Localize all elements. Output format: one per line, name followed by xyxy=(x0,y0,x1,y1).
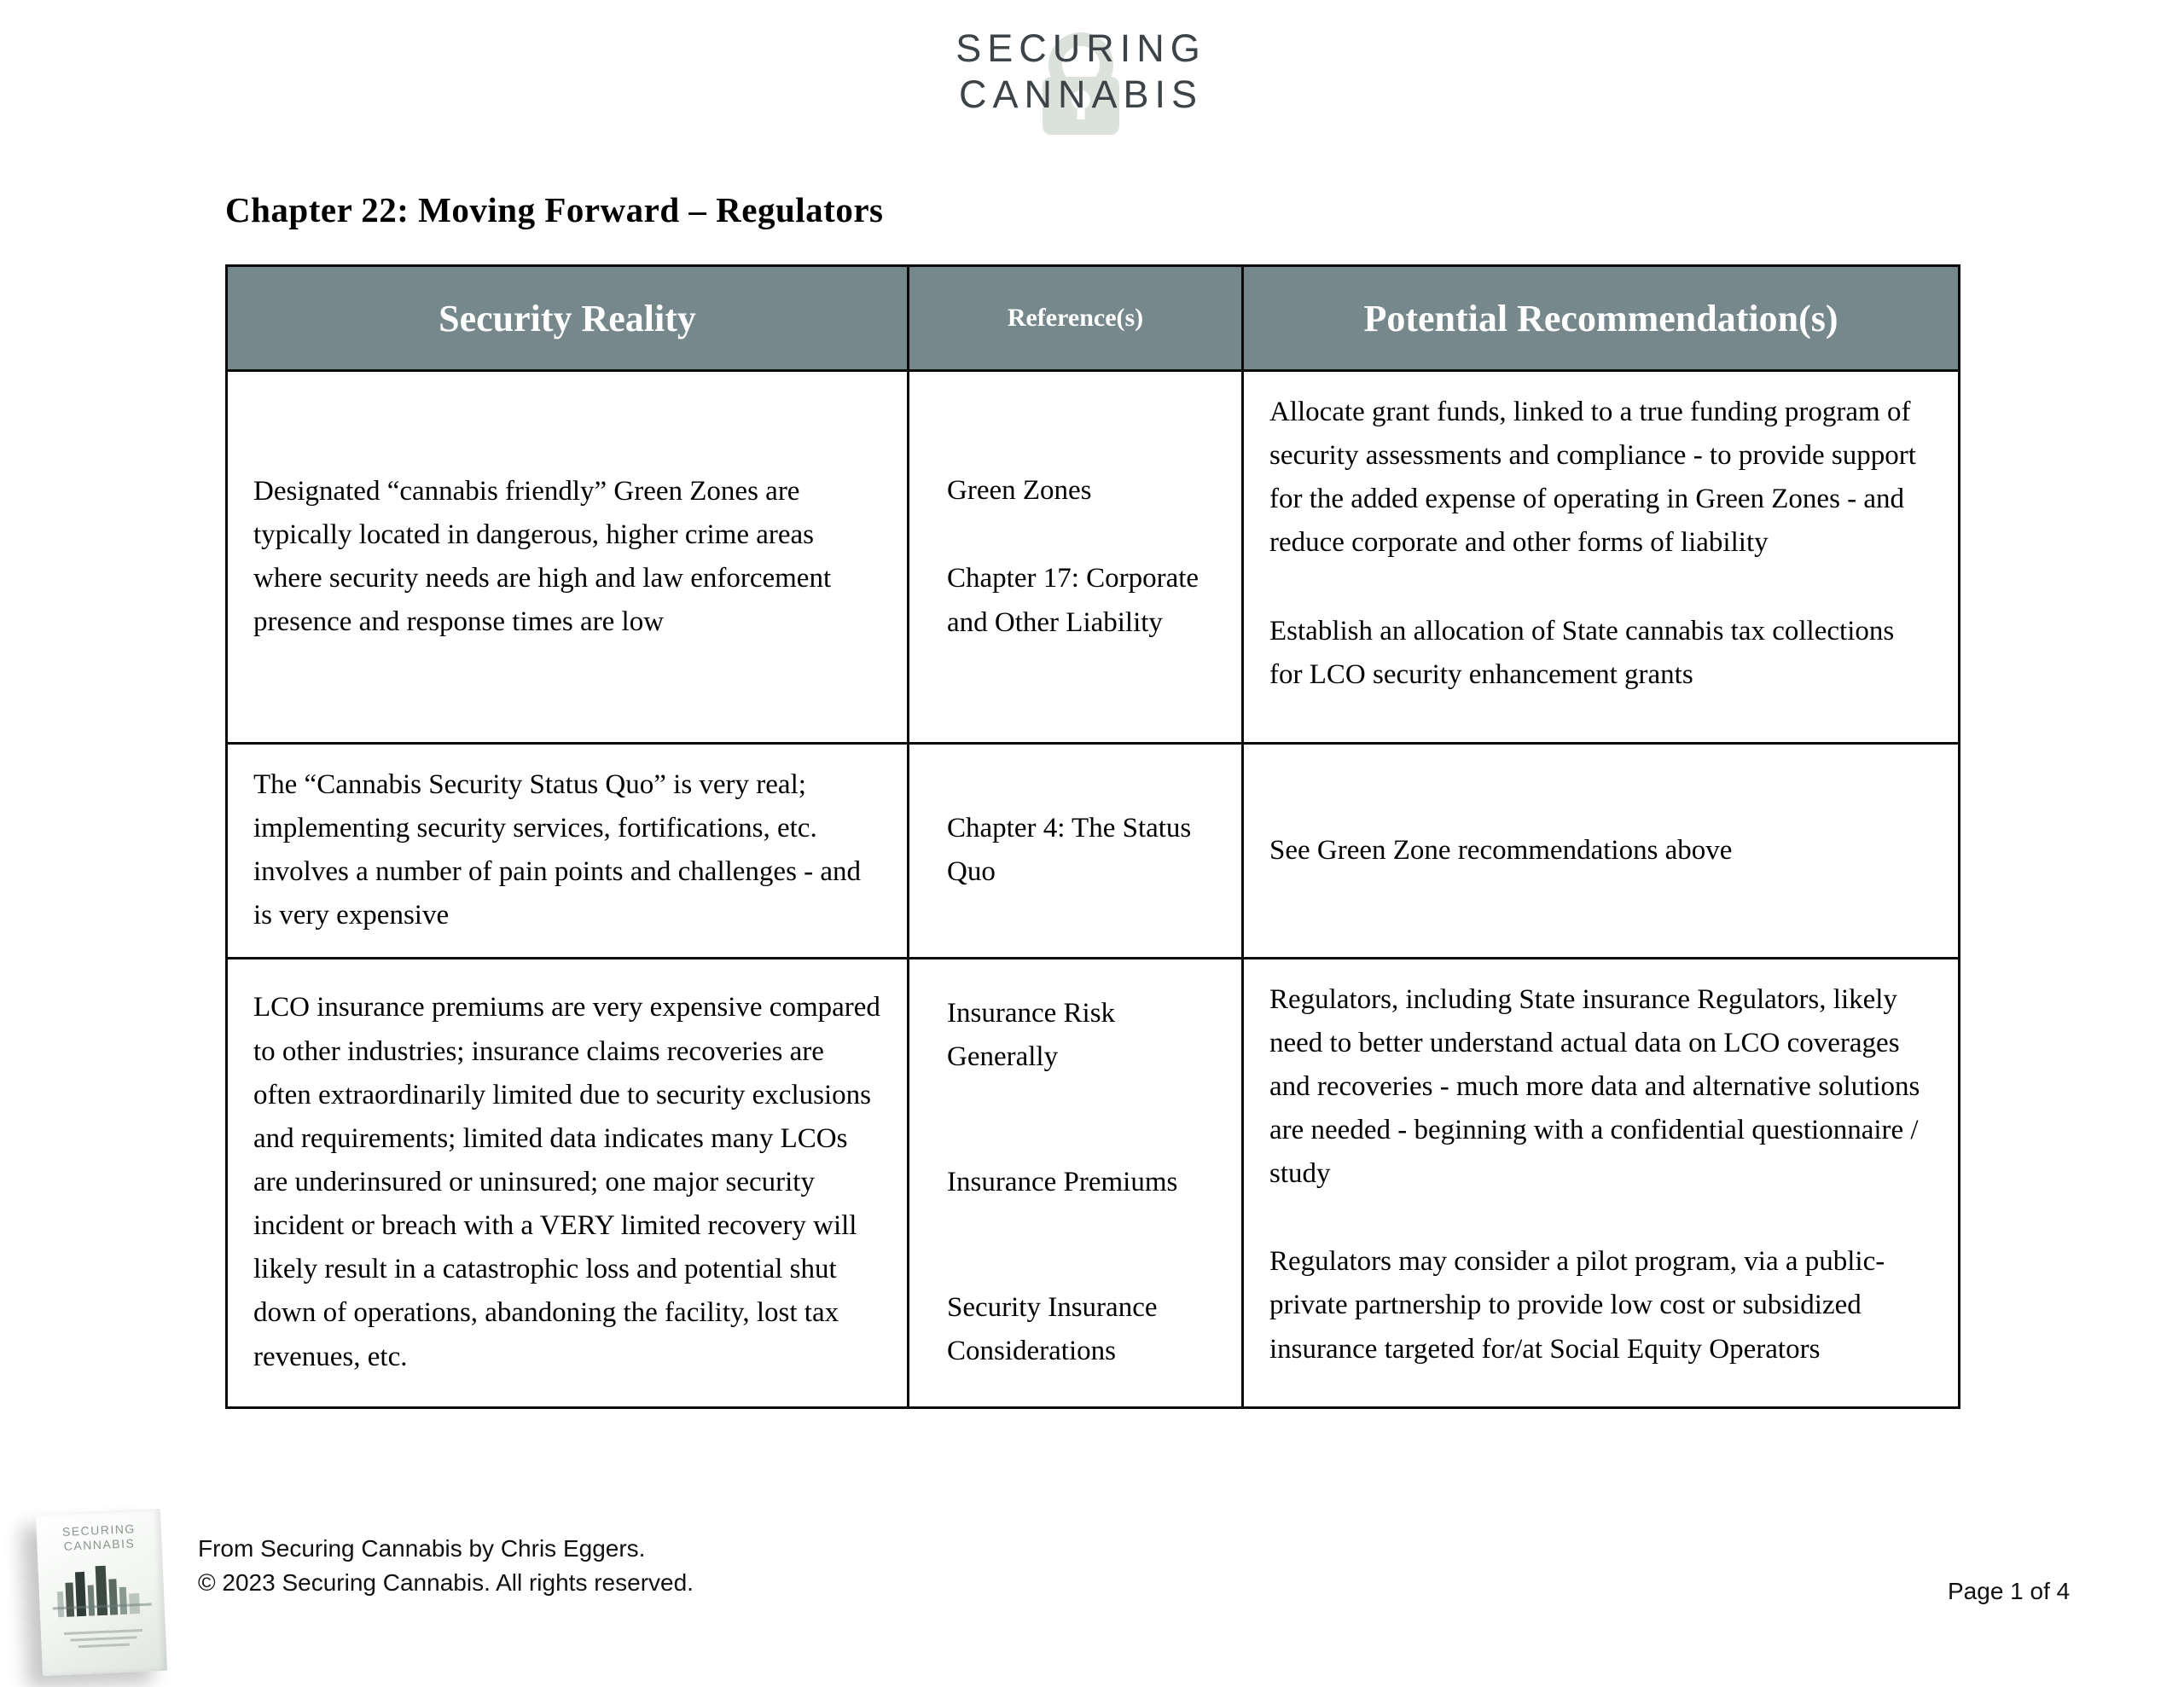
cell-paragraph: Insurance Premiums xyxy=(947,1166,1178,1197)
cell-row2-recommendations xyxy=(1243,744,1960,959)
logo-wordmark xyxy=(953,14,1209,118)
cell-paragraph: Chapter 4: The Status Quo xyxy=(947,813,1192,888)
col-header-potential-recommendations: Potential Recommendation(s) xyxy=(1243,266,1960,371)
table-header-row xyxy=(227,266,1960,371)
securing-cannabis-logo xyxy=(953,14,1209,143)
cell-row3-security-reality xyxy=(227,958,909,1407)
cell-paragraph: Chapter 17: Corporate and Other Liability xyxy=(947,563,1199,638)
cell-row1-security-reality xyxy=(227,371,909,744)
attribution-line-1: From Securing Cannabis by Chris Eggers. xyxy=(198,1535,646,1562)
cell-paragraph: Insurance Risk Generally xyxy=(947,997,1116,1072)
cell-paragraph: Security Insurance Considerations xyxy=(947,1292,1158,1367)
table-row xyxy=(227,958,1960,1407)
book-cover-skyline-art xyxy=(49,1558,154,1624)
cell-row1-references xyxy=(909,371,1243,744)
table-row xyxy=(227,744,1960,959)
page-indicator: Page 1 of 4 xyxy=(1948,1578,2071,1604)
col-header-references: Reference(s) xyxy=(909,266,1243,371)
cell-paragraph: Regulators may consider a pilot program, via a public-private partnership to provide low cost or subsidized insurance targeted for/at Social Equity Operators xyxy=(1269,1246,1885,1365)
cell-paragraph: The “Cannabis Security Status Quo” is very real; implementing security services, fortifications, etc. involves a number of pain points and challenges - and is very expensive xyxy=(253,769,862,931)
attribution xyxy=(198,1532,694,1600)
cell-row2-security-reality xyxy=(227,744,909,959)
cell-paragraph: Green Zones xyxy=(947,475,1092,507)
cell-paragraph: See Green Zone recommendations above xyxy=(1269,834,1733,866)
page-title: Chapter 22: Moving Forward – Regulators xyxy=(225,190,884,229)
cell-row3-references xyxy=(909,958,1243,1407)
attribution-line-2: © 2023 Securing Cannabis. All rights reserved. xyxy=(198,1569,694,1596)
logo-line-1: SECURING xyxy=(956,26,1206,70)
cell-paragraph: Establish an allocation of State cannabis tax collections for LCO security enhancement grants xyxy=(1269,615,1895,690)
cell-row1-recommendations xyxy=(1243,371,1960,744)
col-header-security-reality: Security Reality xyxy=(227,266,909,371)
cell-row3-recommendations xyxy=(1243,958,1960,1407)
book-cover-subtext-lines xyxy=(41,1624,166,1654)
book-cover-title: SECURING CANNABIS xyxy=(61,1522,136,1553)
cell-paragraph: Allocate grant funds, linked to a true funding program of security assessments and compliance - to provide support for the added expense of operating in Green Zones - and reduce corporate and other forms of liability xyxy=(1269,397,1916,559)
cell-paragraph: LCO insurance premiums are very expensive compared to other industries; insurance claims recoveries are often extraordinarily limited due to security exclusions and requirements; limited data indicates many LCOs are underinsured or uninsured; one major security incident or breach with a VERY limited recovery will likely result in a catastrophic loss and potential shut down of operations, abandoning the facility, lost tax revenues, etc. xyxy=(253,992,880,1372)
cell-paragraph: Designated “cannabis friendly” Green Zones are typically located in dangerous, higher crime areas where security needs are high and law enforcement presence and response times are low xyxy=(253,475,832,638)
table-row xyxy=(227,371,1960,744)
logo-line-2: CANNABIS xyxy=(958,72,1204,116)
cell-paragraph: Regulators, including State insurance Regulators, likely need to better understand actual data on LCO coverages and recoveries - much more data and alternative solutions are needed - beginning with a confidential questionnaire / study xyxy=(1269,983,1920,1190)
recommendations-table xyxy=(225,264,1960,1409)
book-cover-thumbnail xyxy=(36,1509,167,1676)
cell-row2-references xyxy=(909,744,1243,959)
